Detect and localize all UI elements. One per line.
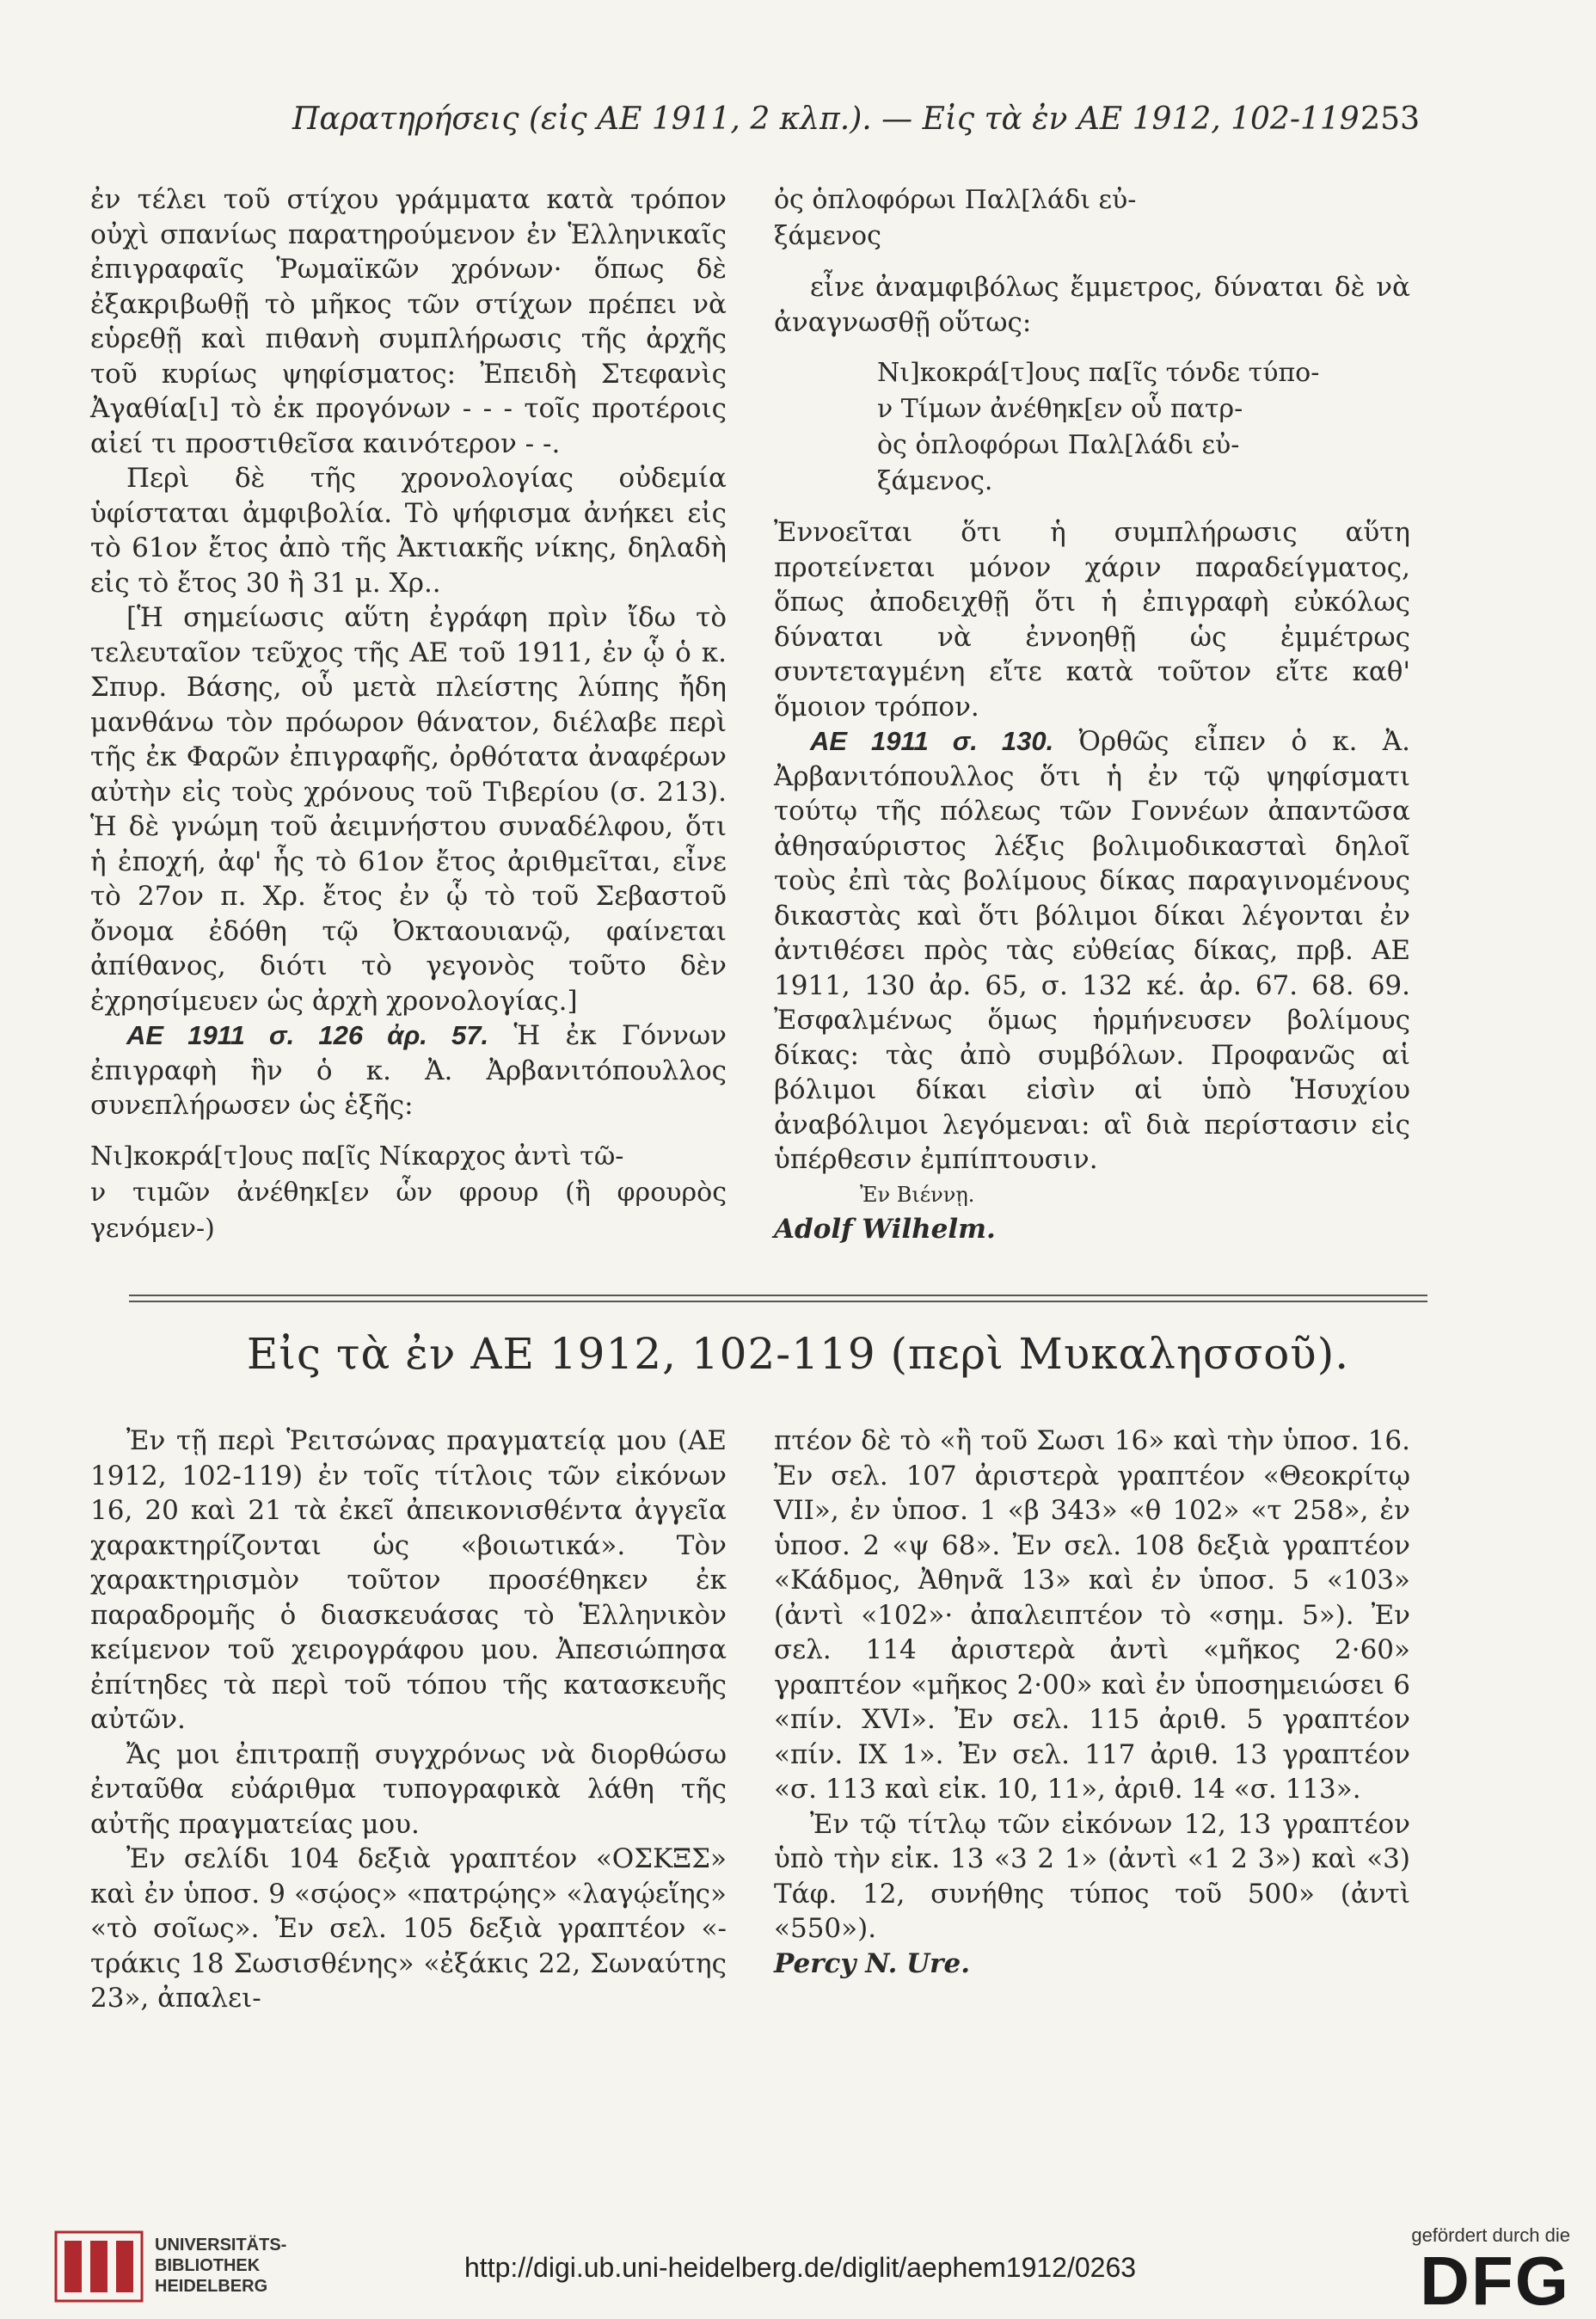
dfg-logo: DFG	[1420, 2242, 1570, 2319]
right-verse2-line-4: ξάμενος.	[877, 466, 993, 496]
left-paragraph-3: [Ἡ σημείωσις αὕτη ἐγράφη πρὶν ἴδω τὸ τελευταῖον τεῦχος τῆς ΑΕ τοῦ 1911, ἐν ᾧ ὁ κ. Σπυρ. Βάσης, οὗ μετὰ πλείστης λύπης ἤδη μανθάνω τὸν πρόωρον θάνατον, διέλαβε περὶ τῆς ἐκ Φαρῶν ἐπιγραφῆς, ὀρθότατα ἀναφέρων αὐτὴν εἰς τοὺς χρόνους τοῦ Τιβερίου (σ. 213). Ἡ δὲ γνώμη τοῦ ἀειμνήστου συναδέλφου, ὅτι ἡ ἐποχή, ἀφ' ἧς τὸ 61ον ἔτος ἀριθμεῖται, εἶνε τὸ 27ον π. Χρ. ἔτος ἐν ᾧ τὸ τοῦ Σεβαστοῦ ὄνομα ἐδόθη τῷ Ὀκταουιανῷ, φαίνεται ἀπίθανος, διότι τὸ γεγονὸς τοῦτο δὲν ἐχρησίμευεν ὡς ἀρχὴ χρονολογίας.]	[90, 602, 727, 1017]
left2-paragraph-1: Ἐν τῇ περὶ Ῥειτσώνας πραγματείᾳ μου (ΑΕ 1912, 102-119) ἐν τοῖς τίτλοις τῶν εἰκόνων 16, 20 καὶ 21 τὰ ἐκεῖ ἀπεικονισθέντα ἀγγεῖα χαρακτηρίζονται ὡς «βοιωτικά». Τὸν χαρακτηρισμὸν τοῦτον προσέθηκεν ἐκ παραδρομῆς ὁ διασκευάσας τὸ Ἑλληνικὸν κείμενον τοῦ χειρογράφου μου. Ἀπεσιώπησα ἐπίτηδες τὰ περὶ τοῦ τόπου τῆς κατασκευῆς αὐτῶν.	[90, 1425, 727, 1735]
place-note: Ἐν Βιέννῃ.	[860, 1182, 975, 1207]
left-paragraph-2: Περὶ δὲ τῆς χρονολογίας οὐδεμία ὑφίσταται ἀμφιβολία. Τὸ ψήφισμα ἀνήκει εἰς τὸ 61ον ἔτος ἀπὸ τῆς Ἀκτιακῆς νίκης, δηλαδὴ εἰς τὸ ἔτος 30 ἢ 31 μ. Χρ..	[90, 463, 727, 599]
left2-paragraph-2: Ἄς μοι ἐπιτραπῇ συγχρόνως νὰ διορθώσω ἐνταῦθα εὐάριθμα τυπογραφικὰ λάθη τῆς αὐτῆς πραγματείας μου.	[90, 1738, 727, 1840]
right-verse-line-2: ξάμενος	[774, 221, 881, 251]
funding-note: gefördert durch die	[1411, 2224, 1570, 2246]
running-header	[0, 101, 1596, 153]
right-verse2-line-1: Νι]κοκρά[τ]ους πα[ῖς τόνδε τύπο-	[877, 358, 1320, 388]
left-verse-line-2: ν τιμῶν ἀνέθηκ[εν ὧν φρουρ (ἢ φρουρὸς γενόμεν-)	[90, 1177, 727, 1244]
right-verse-line-1: ὀς ὁπλοφόρωι Παλ[λάδι εὐ-	[774, 185, 1137, 215]
right-column-2	[774, 1424, 1410, 1981]
right-verse2-line-3: ὸς ὁπλοφόρωι Παλ[λάδι εὐ-	[877, 430, 1240, 460]
signature-ure: Percy N. Ure.	[774, 1947, 971, 1979]
left2-paragraph-3: Ἐν σελίδι 104 δεξιὰ γραπτέον «ΟΣΚΞΣ» καὶ ἐν ὑποσ. 9 «σῴος» «πατρῴης» «λαγῴεἵης» «τὸ σοῖως». Ἐν σελ. 105 δεξιὰ γραπτέον «-τράκις 18 Σωσισθένης» «ἐξάκις 22, Σωναύτης 23», ἀπαλει-	[90, 1843, 727, 2014]
left-paragraph-1: ἐν τέλει τοῦ στίχου γράμματα κατὰ τρόπον οὐχὶ σπανίως παρατηρούμενον ἐν Ἑλληνικαῖς ἐπιγραφαῖς Ῥωμαϊκῶν χρόνων· ὅπως δὲ ἐξακριβωθῇ τὸ μῆκος τῶν στίχων πρέπει νὰ εὑρεθῇ καὶ πιθανὴ συμπλήρωσις τῆς ἀρχῆς τοῦ κυρίως ψηφίσματος: Ἐπειδὴ Στεφανὶς Ἀγαθία[ι] τὸ ἐκ προγόνων - - - τοῖς προτέροις αἰεί τι προστιθεῖσα καινότερον - -.	[90, 184, 727, 459]
right2-paragraph-1: πτέον δὲ τὸ «ἢ τοῦ Σωσι 16» καὶ τὴν ὑποσ. 16. Ἐν σελ. 107 ἀριστερὰ γραπτέον «Θεοκρίτῳ VII», ἐν ὑποσ. 1 «β 343» «θ 102» «τ 258», ἐν ὑποσ. 2 «ψ 68». Ἐν σελ. 108 δεξιὰ γραπτέον «Κάδμος, Ἀθηνᾶ 13» καὶ ἐν ὑποσ. 5 «103» (ἀντὶ «102»· ἀπαλειπτέον τὸ «σημ. 5»). Ἐν σελ. 114 ἀριστερὰ ἀντὶ «μῆκος 2·60» γραπτέον «μῆκος 2·00» καὶ ἐν ὑποσημειώσει 6 «πίν. XVI». Ἐν σελ. 115 ἀριθ. 5 γραπτέον «πίν. IX 1». Ἐν σελ. 117 ἀριθ. 13 γραπτέον «σ. 113 καὶ εἰκ. 10, 11», ἀριθ. 14 «σ. 113».	[774, 1425, 1410, 1805]
section-divider-top	[129, 1295, 1427, 1296]
right-column	[774, 182, 1410, 1247]
section-title: Εἰς τὰ ἐν ΑΕ 1912, 102-119 (περὶ Μυκαλησσοῦ).	[246, 1329, 1350, 1379]
right-paragraph-3: Ὀρθῶς εἶπεν ὁ κ. Ἀ. Ἀρβανιτόπουλλος ὅτι ἡ ἐν τῷ ψηφίσματι τούτῳ τῆς πόλεως τῶν Γοννέων ἀπαντῶσα ἀθησαύριστος λέξις βολιμοδικασταὶ δηλοῖ τοὺς ἐπὶ τὰς βολίμους δίκας παραγινομένους δικαστὰς καὶ ὅτι βόλιμοι δίκαι λέγονται ἐν ἀντιθέσει πρὸς τὰς εὐθείας δίκας, πρβ. ΑΕ 1911, 130 ἀρ. 65, σ. 132 κέ. ἀρ. 67. 68. 69. Ἐσφαλμένως ὅμως ἡρμήνευσεν βολίμους δίκας: τὰς ἀπὸ συμβόλων. Προφανῶς αἱ βόλιμοι δίκαι εἰσὶν αἱ ὑπὸ Ἡσυχίου ἀναβόλιμοι λεγόμεναι: αἳ διὰ περίστασιν εἰς ὑπέρθεσιν ἐμπίπτουσιν.	[774, 726, 1410, 1175]
right-heading: ΑΕ 1911 σ. 130.	[810, 726, 1054, 756]
right-paragraph-2: Ἐννοεῖται ὅτι ἡ συμπλήρωσις αὕτη προτείνεται μόνον χάριν παραδείγματος, ὅπως ἀποδειχθῇ ὅτι ἡ ἐπιγραφὴ εὐκόλως δύναται νὰ ἐννοηθῇ ὡς ἐμμέτρως συντεταγμένη εἴτε κατὰ τοῦτον εἴτε καθ' ὅμοιον τρόπον.	[774, 517, 1410, 723]
right-heading-paragraph	[774, 724, 1410, 1178]
university-seal-icon	[52, 2228, 146, 2305]
library-name: UNIVERSITÄTS- BIBLIOTHEK HEIDELBERG	[155, 2236, 287, 2296]
right2-paragraph-2: Ἐν τῷ τίτλῳ τῶν εἰκόνων 12, 13 γραπτέον ὑπὸ τὴν εἰκ. 13 «3 2 1» (ἀντὶ «1 2 3») καὶ «3) Τάφ. 12, συνήθης τύπος τοῦ 500» (ἀντὶ «550»).	[774, 1808, 1410, 1944]
left-heading: ΑΕ 1911 σ. 126 ἀρ. 57.	[126, 1020, 489, 1050]
page-number: 253	[1360, 101, 1420, 137]
left-heading-paragraph	[90, 1018, 727, 1123]
section-divider-bottom	[129, 1301, 1427, 1302]
left-verse-line-1: Νι]κοκρά[τ]ους πα[ῖς Νίκαρχος ἀντὶ τῶ-	[90, 1141, 624, 1172]
left-column	[90, 182, 727, 1247]
footer	[0, 2219, 1596, 2318]
left-heading-text: Ἡ ἐκ Γόννων ἐπιγραφὴ ἣν ὁ κ. Ἀ. Ἀρβανιτόπουλλος συνεπλήρωσεν ὡς ἑξῆς:	[90, 1020, 727, 1121]
left-column-2	[90, 1424, 727, 2016]
right-verse2-line-2: ν Τίμων ἀνέθηκ[εν οὗ πατρ-	[877, 394, 1243, 424]
signature-wilhelm: Adolf Wilhelm.	[774, 1214, 996, 1245]
source-url-link[interactable]: http://digi.ub.uni-heidelberg.de/diglit/aephem1912/0263	[464, 2252, 1137, 2283]
running-title: Παρατηρήσεις (εἰς ΑΕ 1911, 2 κλπ.). — Εἰς τὰ ἐν ΑΕ 1912, 102-119.	[292, 101, 1370, 137]
right-paragraph-1: εἶνε ἀναμφιβόλως ἔμμετρος, δύναται δὲ νὰ ἀναγνωσθῇ οὕτως:	[774, 272, 1410, 338]
